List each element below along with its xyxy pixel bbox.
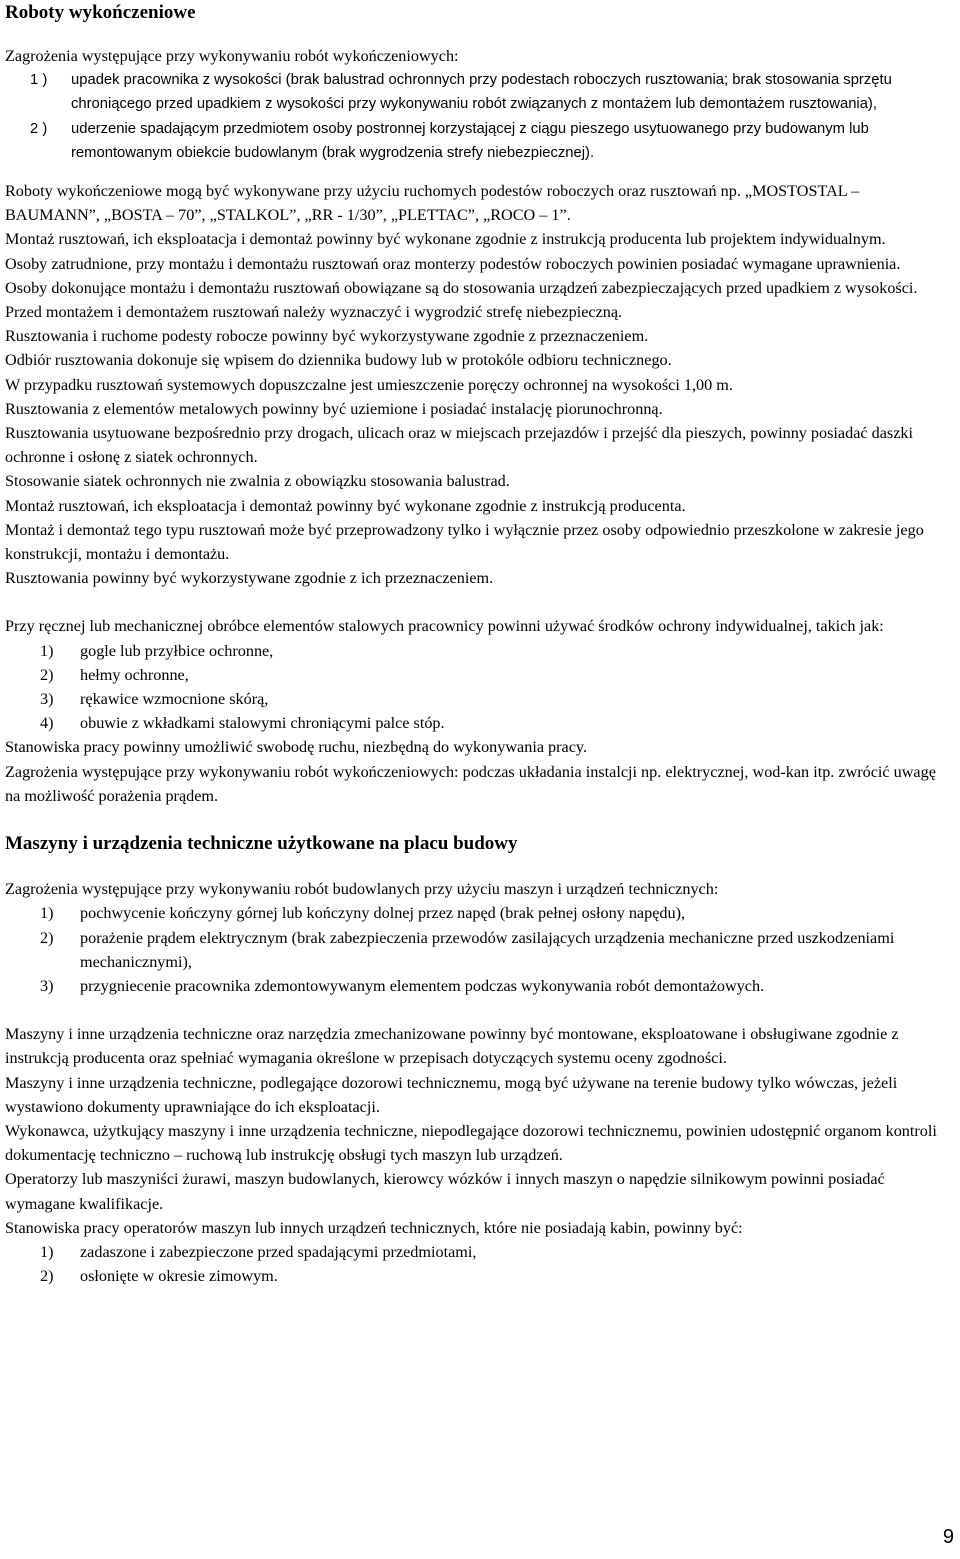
list-item: [5, 68, 955, 116]
section-title-finishing-works: Roboty wykończeniowe: [5, 2, 196, 23]
list-item-text: zadaszone i zabezpieczone przed spadającymi przedmiotami,: [80, 1242, 477, 1261]
list-item-text: upadek pracownika z wysokości (brak balustrad ochronnych przy podestach roboczych rusztowania; brak stosowania sprzętu chroniącego przed upadkiem z wysokości przy wykonywaniu robót związanych z montażem lub demontażem rusztowania),: [71, 72, 892, 113]
list-item-number: 4): [40, 714, 54, 733]
list-item-number: 2): [40, 1267, 54, 1286]
list-item-text: uderzenie spadającym przedmiotem osoby postronnej korzystającej z ciągu pieszego usytuowanego przy budowanym lub remontowanym obiekcie budowlanym (brak wygrodzenia strefy niebezpiecznej).: [71, 120, 869, 161]
list-item: [5, 639, 955, 663]
paragraph: Stosowanie siatek ochronnych nie zwalnia z obowiązku stosowania balustrad.: [5, 472, 510, 491]
list-item-text: hełmy ochronne,: [80, 665, 189, 684]
list-item-number: 2): [40, 665, 54, 684]
list-item-number: 2 ): [30, 120, 48, 137]
paragraph: Rusztowania usytuowane bezpośrednio przy drogach, ulicach oraz w miejscach przejazdów i przejść dla pieszych, powinny posiadać daszki ochronne i osłonę z siatek ochronnych.: [5, 424, 913, 467]
section-title-machines: Maszyny i urządzenia techniczne użytkowane na placu budowy: [5, 833, 518, 855]
list-item-number: 1): [40, 641, 54, 660]
page-number: 9: [942, 1526, 954, 1548]
paragraph: Przed montażem i demontażem rusztowań należy wyznaczyć i wygrodzić strefę niebezpieczną.: [5, 303, 623, 322]
paragraph: Rusztowania i ruchome podesty robocze powinny być wykorzystywane zgodnie z przeznaczeniem.: [5, 327, 649, 346]
paragraph: Roboty wykończeniowe mogą być wykonywane przy użyciu ruchomych podestów roboczych oraz rusztowań np. „MOSTOSTAL – BAUMANN”, „BOSTA – 70”, „STALKOL”, „RR - 1/30”, „PLETTAC”, „ROCO – 1”.: [5, 182, 860, 225]
ppe-intro: Przy ręcznej lub mechanicznej obróbce elementów stalowych pracownicy powinni używać środków ochrony indywidualnej, takich jak:: [5, 617, 884, 636]
list-item-text: osłonięte w okresie zimowym.: [80, 1267, 278, 1286]
finishing-paragraphs: [5, 179, 955, 590]
paragraph: Montaż i demontaż tego typu rusztowań może być przeprowadzony tylko i wyłącznie przez osoby odpowiednio przeszkolone w zakresie jego konstrukcji, montażu i demontażu.: [5, 520, 924, 564]
list-item-text: porażenie prądem elektrycznym (brak zabezpieczenia przewodów zasilających urządzenia mechaniczne przed uszkodzeniami mechanicznymi),: [80, 928, 895, 971]
list-item-number: 3): [40, 976, 54, 995]
paragraph: Rusztowania z elementów metalowych powinny być uziemione i posiadać instalację piorunochronną.: [5, 399, 663, 418]
workstation-requirements-list: [5, 1240, 955, 1288]
machines-paragraphs: [5, 1022, 955, 1240]
list-item: [5, 711, 955, 735]
list-item-text: obuwie z wkładkami stalowymi chroniącymi palce stóp.: [80, 714, 445, 733]
list-item-number: 1 ): [30, 72, 48, 89]
ppe-list: [5, 639, 955, 736]
machines-hazards-list: [5, 901, 955, 998]
paragraph: Rusztowania powinny być wykorzystywane zgodnie z ich przeznaczeniem.: [5, 569, 494, 588]
list-item-number: 1): [40, 904, 54, 923]
list-item: [5, 926, 955, 974]
document-page: [5, 0, 955, 1288]
paragraph: Montaż rusztowań, ich eksploatacja i demontaż powinny być wykonane zgodnie z instrukcją producenta.: [5, 496, 686, 515]
list-item-text: gogle lub przyłbice ochronne,: [80, 641, 274, 660]
paragraph: Maszyny i inne urządzenia techniczne oraz narzędzia zmechanizowane powinny być montowane, eksploatowane i obsługiwane zgodnie z instrukcją producenta oraz spełniać wymagania określone w przepisach dotyczących systemu oceny zgodności.: [5, 1025, 899, 1068]
list-item-number: 1): [40, 1242, 54, 1261]
paragraph: Wykonawca, użytkujący maszyny i inne urządzenia techniczne, niepodlegające dozorowi technicznemu, powinien udostępnić organom kontroli dokumentację techniczno – ruchową lub instrukcję obsługi tych maszyn lub urządzeń.: [5, 1121, 937, 1165]
finishing-hazards-list: [5, 68, 955, 165]
list-item: [5, 901, 955, 925]
paragraph: Stanowiska pracy operatorów maszyn lub innych urządzeń technicznych, które nie posiadają kabin, powinny być:: [5, 1218, 743, 1237]
paragraph: W przypadku rusztowań systemowych dopuszczalne jest umieszczenie poręczy ochronnej na wysokości 1,00 m.: [5, 375, 733, 394]
list-item-number: 2): [40, 928, 54, 947]
machines-hazards-intro: Zagrożenia występujące przy wykonywaniu robót budowlanych przy użyciu maszyn i urządzeń technicznych:: [5, 880, 719, 899]
list-item: [5, 1264, 955, 1288]
list-item-text: rękawice wzmocnione skórą,: [80, 690, 269, 709]
list-item-text: pochwycenie kończyny górnej lub kończyny dolnej przez napęd (brak pełnej osłony napędu),: [80, 904, 686, 923]
list-item: [5, 663, 955, 687]
paragraph: Osoby dokonujące montażu i demontażu rusztowań obowiązane są do stosowania urządzeń zabezpieczających przed upadkiem z wysokości.: [5, 278, 918, 297]
finishing-hazards-intro: Zagrożenia występujące przy wykonywaniu robót wykończeniowych:: [5, 47, 459, 65]
paragraph: Stanowiska pracy powinny umożliwić swobodę ruchu, niezbędną do wykonywania pracy.: [5, 738, 587, 757]
paragraph: Operatorzy lub maszyniści żurawi, maszyn budowlanych, kierowcy wózków i innych maszyn o napędzie silnikowym powinni posiadać wymagane kwalifikacje.: [5, 1170, 885, 1213]
paragraph: Zagrożenia występujące przy wykonywaniu robót wykończeniowych: podczas układania instalcji np. elektrycznej, wod-kan itp. zwrócić uwagę na możliwość porażenia prądem.: [5, 762, 936, 805]
list-item: [5, 1240, 955, 1264]
paragraph: Odbiór rusztowania dokonuje się wpisem do dziennika budowy lub w protokóle odbioru technicznego.: [5, 351, 672, 370]
list-item: [5, 687, 955, 711]
list-item: [5, 974, 955, 998]
list-item-number: 3): [40, 690, 54, 709]
paragraph: Montaż rusztowań, ich eksploatacja i demontaż powinny być wykonane zgodnie z instrukcją producenta lub projektem indywidualnym.: [5, 230, 886, 249]
paragraph: Osoby zatrudnione, przy montażu i demontażu rusztowań oraz monterzy podestów roboczych powinien posiadać wymagane uprawnienia.: [5, 254, 901, 273]
list-item-text: przygniecenie pracownika zdemontowywanym elementem podczas wykonywania robót demontażowych.: [80, 976, 765, 995]
paragraph: Maszyny i inne urządzenia techniczne, podlegające dozorowi technicznemu, mogą być używane na terenie budowy tylko wówczas, jeżeli wystawiono dokumenty uprawniające do ich eksploatacji.: [5, 1073, 898, 1116]
list-item: [5, 117, 955, 165]
